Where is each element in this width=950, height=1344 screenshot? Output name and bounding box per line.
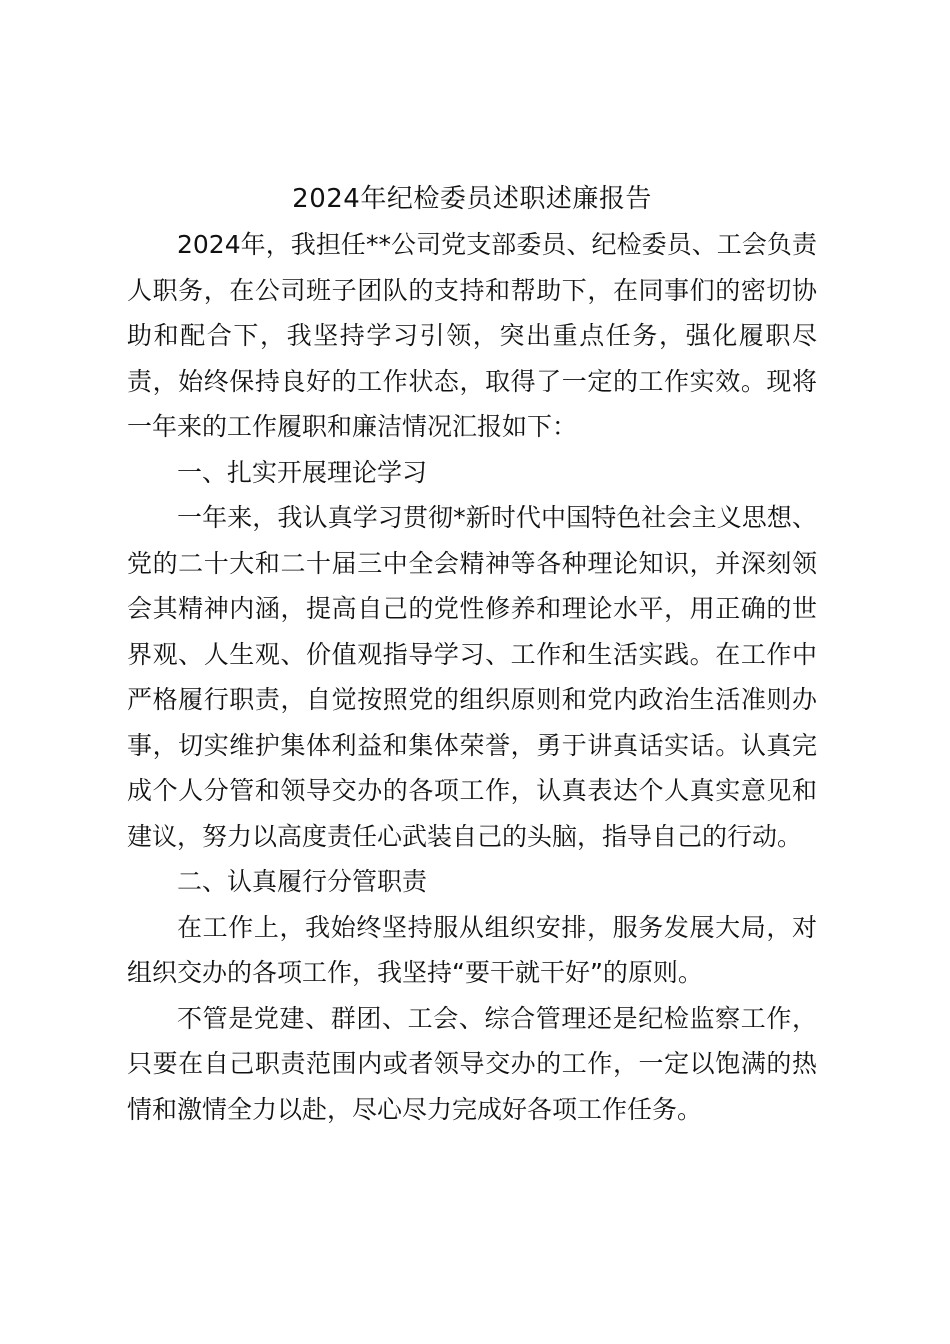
- paragraph-theory-study: 一年来，我认真学习贯彻*新时代中国特色社会主义思想、党的二十大和二十届三中全会精神等各种理论知识，并深刻领会其精神内涵，提高自己的党性修养和理论水平，用正确的世界观、人生观、价值观指导学习、工作和生活实践。在工作中严格履行职责，自觉按照党的组织原则和党内政治生活准则办事，切实维护集体利益和集体荣誉，勇于讲真话实话。认真完成个人分管和领导交办的各项工作，认真表达个人真实意见和建议，努力以高度责任心武装自己的头脑，指导自己的行动。: [127, 503, 817, 851]
- paragraph-duty-2: 不管是党建、群团、工会、综合管理还是纪检监察工作，只要在自己职责范围内或者领导交办的工作，一定以饱满的热情和激情全力以赴，尽心尽力完成好各项工作任务。: [127, 1003, 817, 1124]
- section-heading-2: 二、认真履行分管职责: [177, 867, 428, 896]
- document-title: 2024年纪检委员述职述廉报告: [292, 184, 652, 214]
- document-body: [127, 176, 817, 1132]
- paragraph-intro: 2024年，我担任**公司党支部委员、纪检委员、工会负责人职务，在公司班子团队的支持和帮助下，在同事们的密切协助和配合下，我坚持学习引领，突出重点任务，强化履职尽责，始终保持良好的工作状态，取得了一定的工作实效。现将一年来的工作履职和廉洁情况汇报如下：: [127, 230, 817, 441]
- paragraph-duty-1: 在工作上，我始终坚持服从组织安排，服务发展大局，对组织交办的各项工作，我坚持“要干就干好”的原则。: [127, 912, 817, 987]
- section-heading-1: 一、扎实开展理论学习: [177, 457, 428, 487]
